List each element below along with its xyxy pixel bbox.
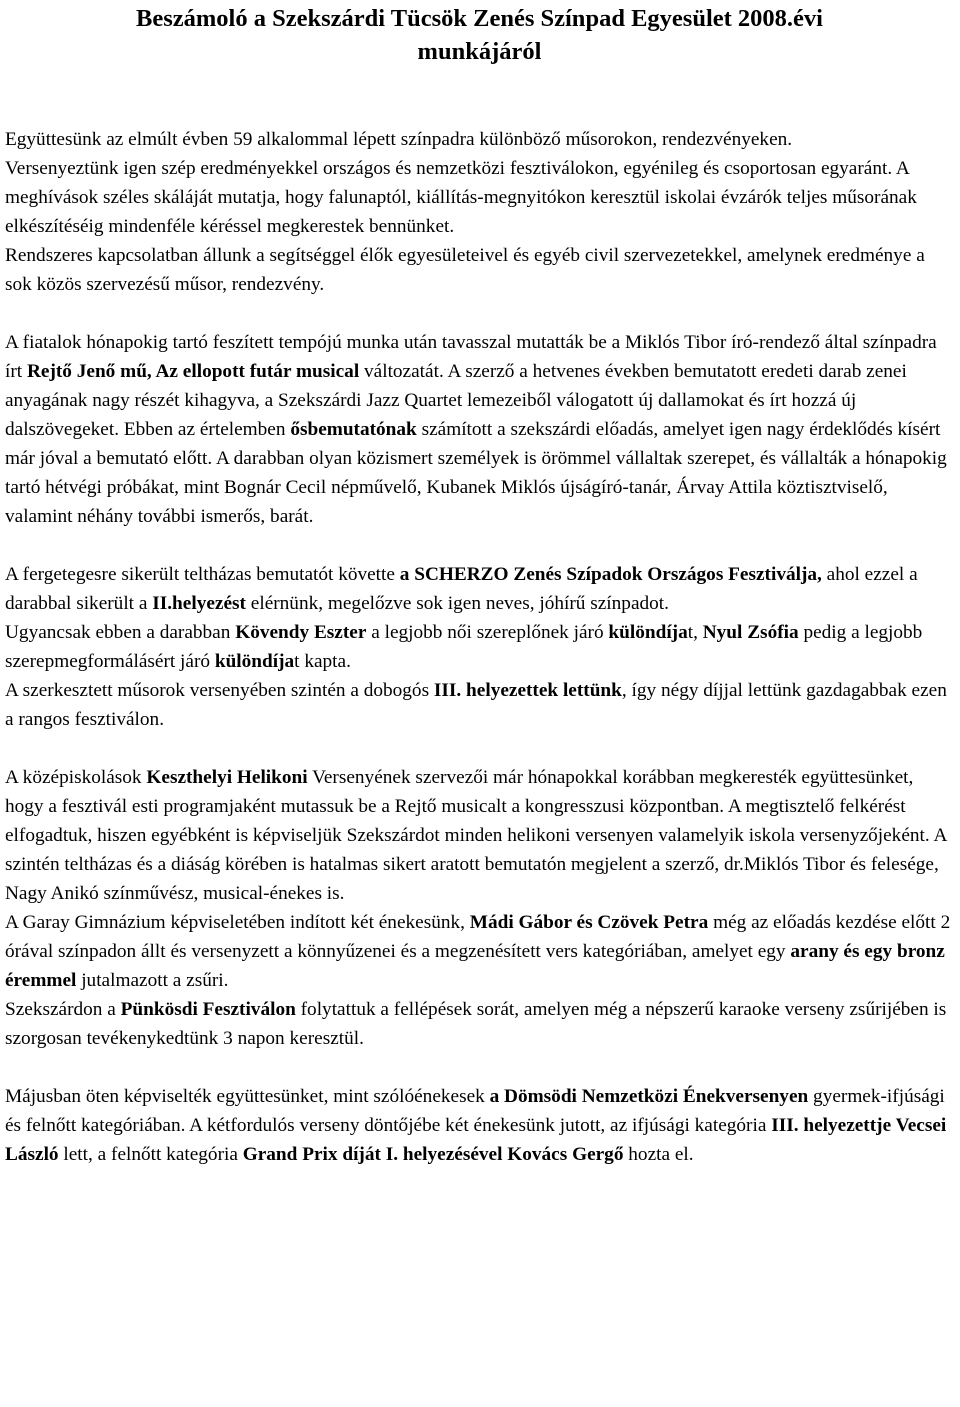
paragraph-domsod [5,1082,954,1169]
text-run: A szerkesztett műsorok versenyében szintén a dobogós [5,680,434,701]
paragraph-scherzo-festival [5,560,954,618]
bold-run: Pünkösdi Fesztiválon [120,999,296,1020]
bold-run: Mádi Gábor és Czövek Petra [469,912,709,933]
text-run: Versenyének szervezői már hónapokkal korábban megkeresték együttesünket, hogy a fesztivál esti programjaként mutassuk be a Rejtő musicalt a kongresszusi központban. A megtisztelő felkérést elfogadtuk, hiszen egyébként is képviseljük Szekszárdot minden helikoni versenyen valamelyik iskola versenyzőjeként. A szintén teltházas és a diáság körében is hatalmas sikert aratott bemutatón megjelent a szerző, dr.Miklós Tibor és felesége, Nagy Anikó színművész, musical-énekes is. [5,767,947,904]
bold-run: arany és egy bronz éremmel [5,941,945,991]
bold-run: különdíja [214,651,295,672]
intro-sentence-1: Együttesünk az elmúlt évben 59 alkalommal lépett színpadra különböző műsorokon, rendezvényeken. [5,129,793,150]
intro-sentence-2: Versenyeztünk igen szép eredményekkel országos és nemzetközi fesztiválokon, egyénileg és csoportosan egyaránt. A meghívások széles skáláját mutatja, hogy falunaptól, kiállítás-megnyitókon keresztül iskolai évzárók teljes műsorának elkészítéséig mindenféle kéréssel megkerestek bennünket. [5,158,917,237]
bold-run: Rejtő Jenő mű, Az ellopott futár musical [26,361,360,382]
bold-run: Keszthelyi Helikoni [146,767,308,788]
text-run: még az előadás kezdése előtt 2 órával színpadon állt és versenyzett a könnyűzenei és a megzenésített vers kategóriában, amelyet egy [5,912,951,962]
text-run: t kapta. [294,651,351,672]
bold-run: II.helyezést [152,593,246,614]
paragraph-helikon [5,763,954,908]
text-run: elérnünk, megelőzve sok igen neves, jóhírű színpadot. [245,593,669,614]
bold-run: a SCHERZO Zenés Szípadok Országos Fesztiválja, [399,564,822,585]
paragraph-edited-programs [5,676,954,734]
paragraph-intro [5,125,954,299]
text-run: hozta el. [623,1144,694,1165]
text-run: A Garay Gimnázium képviseletében indított két énekesünk, [5,912,470,933]
bold-run: III. helyezettje Vecsei László [5,1115,947,1165]
intro-sentence-3: Rendszeres kapcsolatban állunk a segítséggel élők egyesületeivel és egyéb civil szervezetekkel, amelynek eredménye a sok közös szervezésű műsor, rendezvény. [5,245,925,295]
text-run: Ugyancsak ebben a darabban [5,622,236,643]
text-run: gyermek-ifjúsági és felnőtt kategóriában. A kétfordulós verseny döntőjébe két énekesünk jutott, az ifjúsági kategória [5,1086,945,1136]
paragraph-rejto-musical [5,328,954,531]
paragraph-special-awards [5,618,954,676]
text-run: a legjobb női szereplőnek járó [366,622,609,643]
text-run: A középiskolások [5,767,147,788]
text-run: változatát. A szerző a hetvenes években bemutatott eredeti darab zenei anyagának nagy részét kihagyva, a Szekszárdi Jazz Quartet lemezeiből válogatott új dallamokat és írt hozzá új dalszövegeket. Ebben az értelemben [5,361,907,440]
text-run: , így négy díjjal lettünk gazdagabbak ezen a rangos fesztiválon. [5,680,947,730]
title-line-1: Beszámoló a Szekszárdi Tücsök Zenés Színpad Egyesület 2008.évi [136,5,823,32]
bold-run: III. helyezettek lettünk [433,680,622,701]
bold-run: ősbemutatónak [290,419,417,440]
text-run: számított a szekszárdi előadás, amelyet igen nagy érdeklődés kísért már jóval a bemutató előtt. A darabban olyan közismert személyek is örömmel vállaltak szerepet, és vállalták a hónapokig tartó hétvégi próbákat, mint Bognár Cecil népművelő, Kubanek Miklós újságíró-tanár, Árvay Attila köztisztviselő, valamint néhány további ismerős, barát. [5,419,947,527]
text-run: t, [687,622,703,643]
paragraph-garay-gimnazium [5,908,954,995]
bold-run: Grand Prix díját I. helyezésével Kovács Gergő [242,1144,624,1165]
title-line-2: munkájáról [417,38,542,65]
text-run: A fiatalok hónapokig tartó feszített tempójú munka után tavasszal mutatták be a Miklós Tibor író-rendező által színpadra írt [5,332,937,382]
bold-run: a Dömsödi Nemzetközi Énekversenyen [489,1086,809,1107]
text-run: pedig a legjobb szerepmegformálásért járó [5,622,923,672]
bold-run: Nyul Zsófia [702,622,799,643]
bold-run: Kövendy Eszter [235,622,367,643]
document-title [5,0,954,68]
text-run: folytattuk a fellépések sorát, amelyen még a népszerű karaoke verseny zsűrijében is szorgosan tevékenykedtünk 3 napon keresztül. [5,999,947,1049]
text-run: Szekszárdon a [5,999,121,1020]
bold-run: különdíja [608,622,688,643]
text-run: ahol ezzel a darabbal sikerült a [5,564,918,614]
paragraph-punkosdi-fesztival [5,995,954,1053]
text-run: Májusban öten képviselték együttesünket, mint szólóénekesek [5,1086,490,1107]
text-run: jutalmazott a zsűri. [76,970,229,991]
text-run: lett, a felnőtt kategória [58,1144,243,1165]
text-run: A fergetegesre sikerült teltházas bemutatót követte [5,564,400,585]
